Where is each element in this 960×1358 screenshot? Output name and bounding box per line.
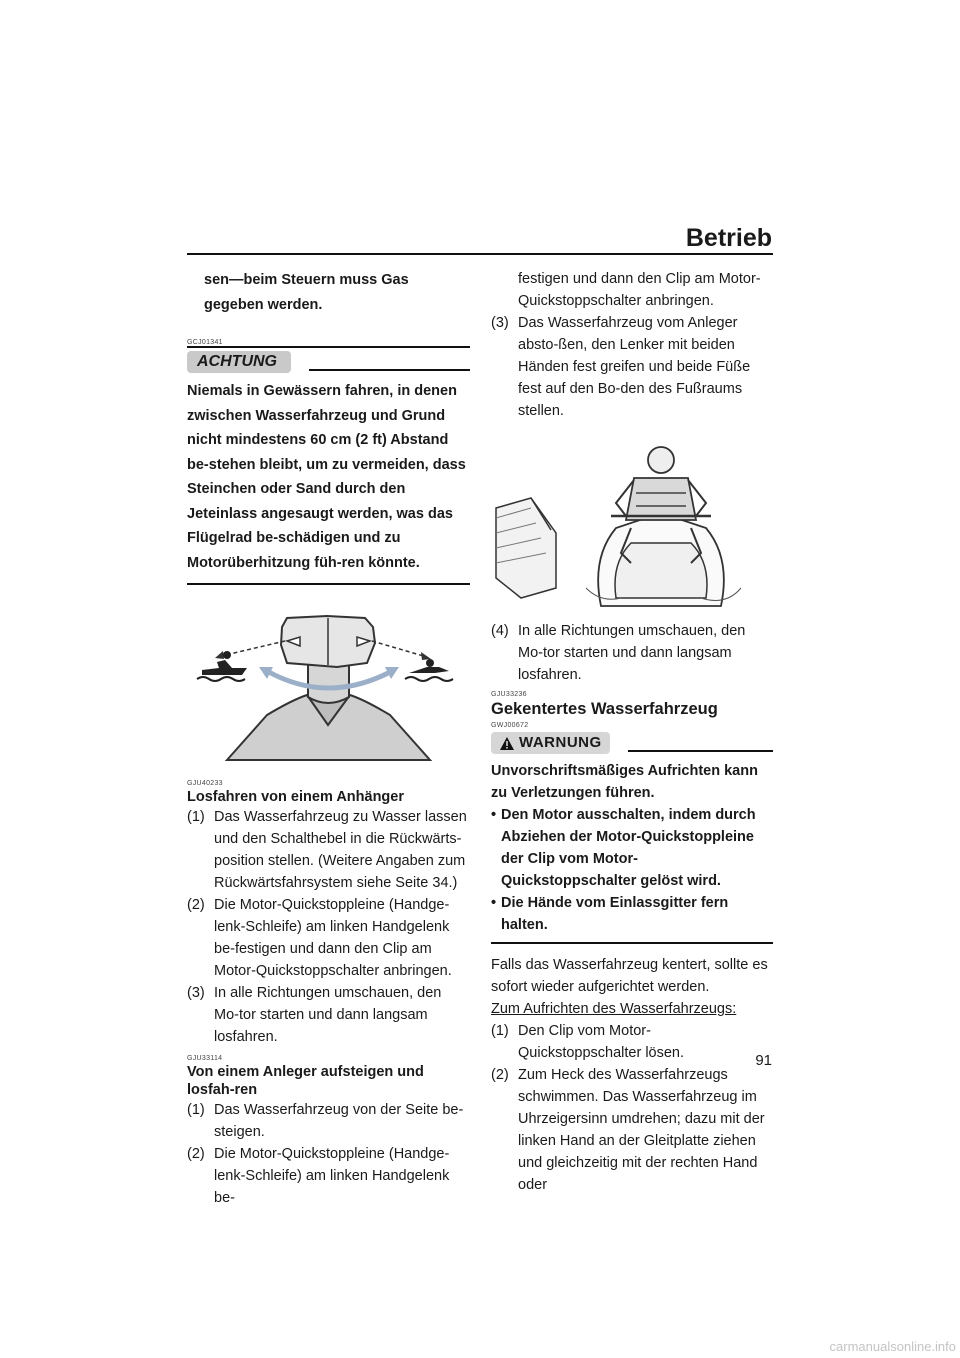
recovery-steps [491,1020,773,1196]
step-item [187,894,470,982]
warnung-body: Unvorschriftsmäßiges Aufrichten kann zu Verletzungen führen. [491,763,758,801]
step-item [187,1099,470,1143]
step-number: (1) [491,1023,509,1039]
section1-steps [187,806,470,1048]
step-text: festigen und dann den Clip am Motor-Quickstoppschalter anbringen. [518,271,761,309]
warnung-header-line [628,750,773,752]
warnung-code: GWJ00672 [491,722,529,729]
warnung-bullet-item [491,892,773,936]
achtung-header-line [309,369,470,371]
step-text: Den Clip vom Motor-Quickstoppschalter lösen. [518,1023,685,1061]
warnung-label: WARNUNG [519,734,602,751]
section1-code: GJU40233 [187,780,223,787]
step-number: (3) [187,985,205,1001]
dock-boarding-illustration [491,438,773,608]
step-number [491,268,518,312]
bullet-text: Die Hände vom Einlassgitter fern halten. [501,895,729,933]
recovery-subheading: Zum Aufrichten des Wasserfahrzeugs: [491,1001,737,1017]
step-item [491,268,773,312]
header-rule [187,253,773,255]
section3-code: GJU33236 [491,691,527,698]
step-text: Das Wasserfahrzeug zu Wasser lassen und den Schalthebel in die Rückwärts-position stellen. (Weitere Angaben zum Rückwärtsfahrsystem siehe Seite 34.) [214,809,467,891]
step-item [187,806,470,894]
section3-heading: Gekentertes Wasserfahrzeug [491,700,718,718]
look-around-svg [187,605,470,765]
achtung-bottom-rule [187,583,470,585]
achtung-top-rule [187,346,470,348]
left-column [187,268,470,1209]
bullet-text: Den Motor ausschalten, indem durch Abziehen der Motor-Quickstoppleine der Clip vom Motor-Quickstoppschalter gelöst wird. [501,807,756,889]
capsize-paragraph: Falls das Wasserfahrzeug kentert, sollte es sofort wieder aufgerichtet werden. [491,957,768,995]
bullet-dot: • [491,895,497,911]
achtung-badge: ACHTUNG [187,351,291,373]
achtung-body: Niemals in Gewässern fahren, in denen zwischen Wasserfahrzeug und Grund nicht mindestens 60 cm (2 ft) Abstand be-stehen bleibt, um zu vermeiden, dass Steinchen oder Sand durch den Jeteinlass angesaugt werden, was das Flügelrad be-schädigen und zu Motorüberhitzung füh-ren könnte. [187,383,466,571]
section1-heading: Losfahren von einem Anhänger [187,789,404,805]
warning-triangle-icon [499,736,515,751]
warnung-badge [491,732,610,754]
step-item [187,1143,470,1209]
step-number: (2) [187,897,205,913]
step-number: (1) [187,1102,205,1118]
step-text: Das Wasserfahrzeug von der Seite be-steigen. [214,1102,464,1140]
step-text: In alle Richtungen umschauen, den Mo-tor starten und dann langsam losfahren. [214,985,442,1045]
achtung-header [187,351,470,373]
bullet-dot: • [491,807,497,823]
step-number: (4) [491,623,509,639]
section2-steps [187,1099,470,1209]
warnung-bullets [491,804,773,936]
warnung-header [491,732,773,754]
step-text: Die Motor-Quickstoppleine (Handge-lenk-Schleife) am linken Handgelenk be- [214,1146,450,1206]
warnung-bottom-rule [491,942,773,944]
step-number: (2) [187,1146,205,1162]
lead-text: sen—beim Steuern muss Gas gegeben werden. [204,272,409,313]
step-item [491,312,773,422]
step-text: Zum Heck des Wasserfahrzeugs schwimmen. Das Wasserfahrzeug im Uhrzeigersinn umdrehen; dazu mit der linken Hand an der Gleitplatte ziehen und gleichzeitig mit der rechten Hand oder [518,1067,765,1193]
step-item [491,1064,773,1196]
step-number: (1) [187,809,205,825]
achtung-code: GCJ01341 [187,339,223,346]
step-text: In alle Richtungen umschauen, den Mo-tor starten und dann langsam losfahren. [518,623,746,683]
section2-code: GJU33114 [187,1055,223,1062]
look-around-illustration [187,605,470,765]
right-column [491,268,773,1196]
page-number: 91 [755,1052,772,1069]
step-number: (3) [491,315,509,331]
watermark: carmanualsonline.info [829,1339,956,1354]
step-text: Das Wasserfahrzeug vom Anleger absto-ßen, den Lenker mit beiden Händen fest greifen und beide Füße fest auf den Bo-den des Fußraums stellen. [518,315,751,419]
page-header-title: Betrieb [685,224,772,252]
right-steps-continued [491,268,773,422]
section2-heading: Von einem Anleger aufsteigen und losfah-ren [187,1064,424,1098]
step-item [491,1020,773,1064]
step-text: Die Motor-Quickstoppleine (Handge-lenk-Schleife) am linken Handgelenk be-festigen und dann den Clip am Motor-Quickstoppschalter anbringen. [214,897,452,979]
dock-boarding-svg [491,438,773,608]
step-item [491,620,773,686]
step-item [187,982,470,1048]
step-number: (2) [491,1067,509,1083]
warnung-bullet-item [491,804,773,892]
